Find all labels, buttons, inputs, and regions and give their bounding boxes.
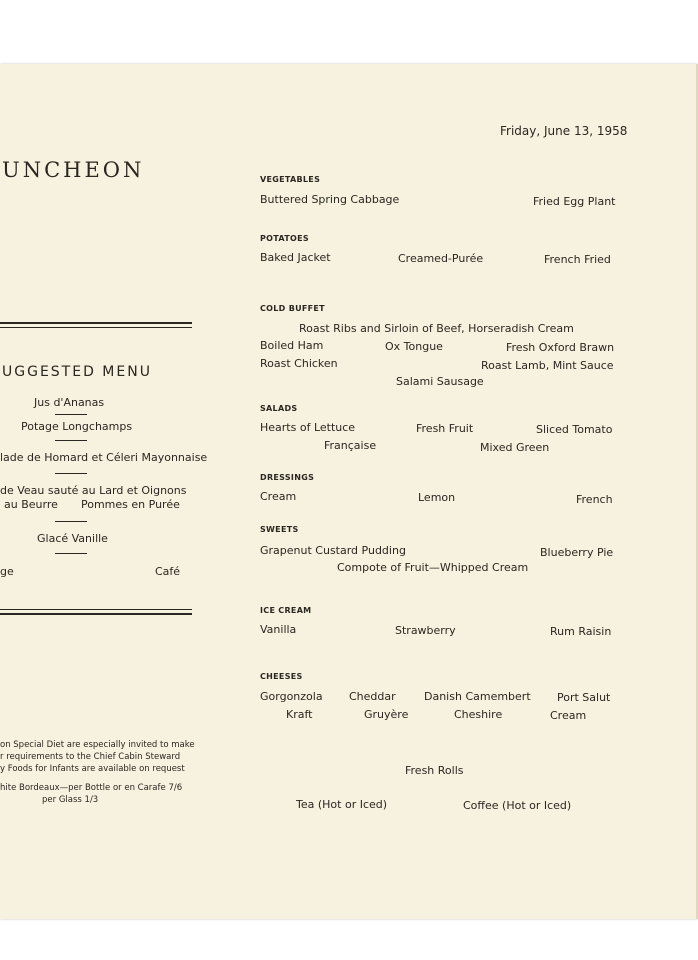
suggested-item: Café — [155, 565, 181, 578]
menu-item: Roast Lamb, Mint Sauce — [481, 359, 614, 372]
section-heading-salads: SALADS — [260, 404, 298, 413]
divider-rule — [0, 327, 192, 328]
tea-item: Tea (Hot or Iced) — [296, 798, 388, 811]
menu-item: Kraft — [286, 708, 313, 721]
section-heading-cheeses: CHEESES — [260, 672, 303, 681]
menu-item: Cheddar — [349, 690, 396, 703]
section-heading-cold-buffet: COLD BUFFET — [260, 304, 325, 313]
item-separator — [55, 473, 87, 474]
menu-item: Ox Tongue — [385, 340, 443, 353]
divider-rule — [0, 613, 192, 615]
item-separator — [55, 521, 87, 522]
menu-item: Cheshire — [454, 708, 503, 721]
divider-rule — [0, 322, 192, 324]
suggested-item: au Beurre — [4, 498, 58, 511]
menu-item: Sliced Tomato — [536, 423, 613, 436]
fresh-rolls: Fresh Rolls — [405, 764, 464, 777]
menu-item: Compote of Fruit—Whipped Cream — [337, 561, 529, 574]
menu-item: Hearts of Lettuce — [260, 421, 356, 434]
menu-item: Buttered Spring Cabbage — [260, 193, 400, 206]
suggested-item: ge — [0, 565, 14, 578]
section-heading-dressings: DRESSINGS — [260, 473, 315, 482]
menu-item: Boiled Ham — [260, 339, 324, 352]
menu-item: Vanilla — [260, 623, 297, 636]
suggested-item: lade de Homard et Céleri Mayonnaise — [0, 451, 208, 464]
item-separator — [55, 414, 87, 415]
menu-item: Cream — [260, 490, 297, 503]
menu-item: Gruyère — [364, 708, 409, 721]
suggested-item: de Veau sauté au Lard et Oignons — [0, 484, 187, 497]
menu-item: Salami Sausage — [396, 375, 484, 388]
item-separator — [55, 553, 87, 554]
suggested-menu-heading: UGGESTED MENU — [2, 364, 152, 380]
divider-rule — [0, 609, 192, 610]
menu-item: Port Salut — [557, 691, 611, 704]
suggested-item: Jus d'Ananas — [34, 396, 105, 409]
menu-item: Lemon — [418, 491, 456, 504]
menu-item: Gorgonzola — [260, 690, 323, 703]
menu-item: Baked Jacket — [260, 251, 331, 264]
suggested-item: Pommes en Purée — [81, 498, 180, 511]
menu-item: Fried Egg Plant — [533, 195, 616, 208]
section-heading-potatoes: POTATOES — [260, 234, 309, 243]
menu-item: Mixed Green — [480, 441, 550, 454]
menu-item: Grapenut Custard Pudding — [260, 544, 406, 557]
suggested-item: Glacé Vanille — [37, 532, 108, 545]
special-diet-note: r requirements to the Chief Cabin Steward — [0, 752, 181, 762]
menu-date: Friday, June 13, 1958 — [500, 124, 628, 138]
menu-item: Rum Raisin — [550, 625, 612, 638]
item-separator — [55, 440, 87, 441]
special-diet-note: y Foods for Infants are available on request — [0, 764, 185, 774]
section-heading-ice-cream: ICE CREAM — [260, 606, 312, 615]
section-heading-vegetables: VEGETABLES — [260, 175, 321, 184]
section-heading-sweets: SWEETS — [260, 525, 299, 534]
coffee-item: Coffee (Hot or Iced) — [463, 799, 572, 812]
menu-item: Creamed-Purée — [398, 252, 484, 265]
menu-item: Cream — [550, 709, 587, 722]
menu-item: Roast Ribs and Sirloin of Beef, Horseradish Cream — [299, 322, 574, 335]
menu-title: UNCHEON — [2, 158, 145, 182]
menu-item: Strawberry — [395, 624, 456, 637]
menu-item: Roast Chicken — [260, 357, 338, 370]
menu-item: Fresh Oxford Brawn — [506, 341, 615, 354]
wine-note: hite Bordeaux—per Bottle or en Carafe 7/6 — [0, 783, 183, 793]
menu-item: French — [576, 493, 613, 506]
wine-note: per Glass 1/3 — [42, 795, 99, 805]
menu-item: Blueberry Pie — [540, 546, 614, 559]
special-diet-note: on Special Diet are especially invited to make — [0, 740, 195, 750]
menu-item: French Fried — [544, 253, 611, 266]
menu-item: Française — [324, 439, 377, 452]
menu-item: Fresh Fruit — [416, 422, 474, 435]
menu-item: Danish Camembert — [424, 690, 531, 703]
suggested-item: Potage Longchamps — [21, 420, 133, 433]
